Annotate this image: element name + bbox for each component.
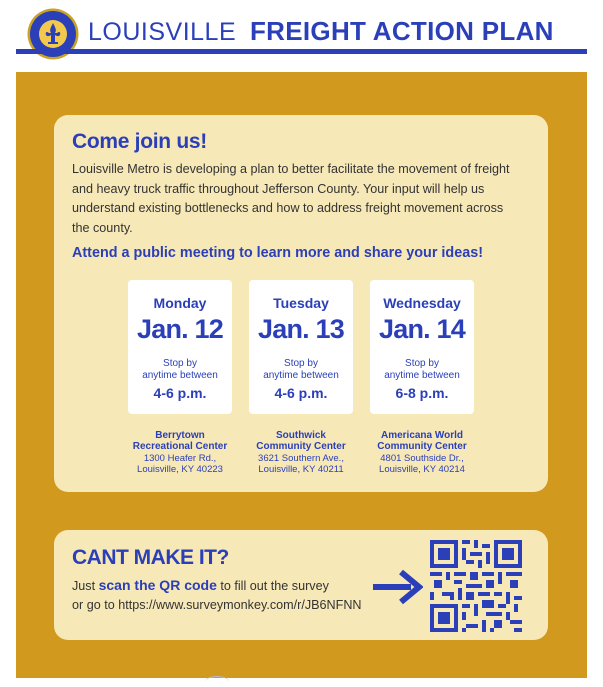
venue-address-line: 1300 Heafer Rd., (143, 453, 217, 464)
venue-name-line: Americana World (380, 430, 464, 441)
meeting-card-tuesday (249, 280, 353, 414)
survey-suffix: to fill out the survey (220, 579, 329, 593)
venue-address-line: 3621 Southern Ave., (258, 453, 344, 464)
meeting-card-wednesday (370, 280, 474, 414)
meeting-note-line: Stop by (163, 358, 197, 369)
meeting-day: Monday (153, 295, 207, 311)
invite-intro: Louisville Metro is developing a plan to better facilitate the movement of freight and heavy truck traffic throughout Jefferson County. Your input will help us understand existing bottlenecks and how to address freight movement across the county. (72, 162, 510, 235)
venue-name-line: Community Center (377, 441, 467, 452)
venue-name (123, 430, 237, 452)
meeting-time: 4-6 p.m. (153, 385, 207, 401)
meeting-note (370, 358, 474, 382)
header-divider (16, 49, 587, 54)
meeting-day: Tuesday (273, 295, 329, 311)
survey-prefix: Just (72, 579, 96, 593)
meeting-note (249, 358, 353, 382)
venue-address-line: Louisville, KY 40211 (258, 464, 344, 475)
survey-instruction (72, 577, 329, 593)
venue-address (244, 453, 358, 475)
venue-address-line: Louisville, KY 40214 (379, 464, 465, 475)
venue-name-line: Community Center (256, 441, 346, 452)
venue-address (365, 453, 479, 475)
meeting-date: Jan. 13 (258, 314, 344, 344)
venue-address-line: Louisville, KY 40223 (137, 464, 223, 475)
venue-name (365, 430, 479, 452)
meeting-note-line: anytime between (384, 370, 460, 381)
meeting-note-line: Stop by (405, 358, 439, 369)
title-city: LOUISVILLE (88, 18, 237, 46)
venue-name-line: Berrytown (155, 430, 205, 441)
venue-southwick (244, 430, 358, 475)
meeting-note-line: anytime between (142, 370, 218, 381)
survey-url[interactable]: or go to https://www.surveymonkey.com/r/JB6NFNN (72, 598, 362, 612)
survey-heading: CANT MAKE IT? (72, 546, 229, 569)
page-edge-mark (205, 676, 229, 687)
venue-name (244, 430, 358, 452)
meeting-card-monday (128, 280, 232, 414)
meeting-note-line: Stop by (284, 358, 318, 369)
meeting-date: Jan. 14 (379, 314, 465, 344)
venue-name-line: Recreational Center (132, 441, 228, 452)
right-arrow-icon (373, 569, 423, 605)
venue-berrytown (123, 430, 237, 475)
meeting-day: Wednesday (383, 295, 461, 311)
header (0, 0, 603, 62)
venue-name-line: Southwick (275, 430, 326, 441)
attend-heading: Attend a public meeting to learn more and share your ideas! (72, 245, 484, 261)
qr-code-icon[interactable] (430, 540, 522, 632)
meeting-note-line: anytime between (263, 370, 339, 381)
meeting-time: 6-8 p.m. (395, 385, 449, 401)
invite-heading: Come join us! (72, 130, 207, 153)
venue-address-line: 4801 Southside Dr., (380, 453, 464, 464)
venue-americana-world (365, 430, 479, 475)
meeting-note (128, 358, 232, 382)
venue-address (123, 453, 237, 475)
title-plan: FREIGHT ACTION PLAN (250, 16, 554, 46)
meeting-time: 4-6 p.m. (274, 385, 328, 401)
meeting-date: Jan. 12 (137, 314, 223, 344)
survey-emphasis: scan the QR code (98, 577, 217, 593)
